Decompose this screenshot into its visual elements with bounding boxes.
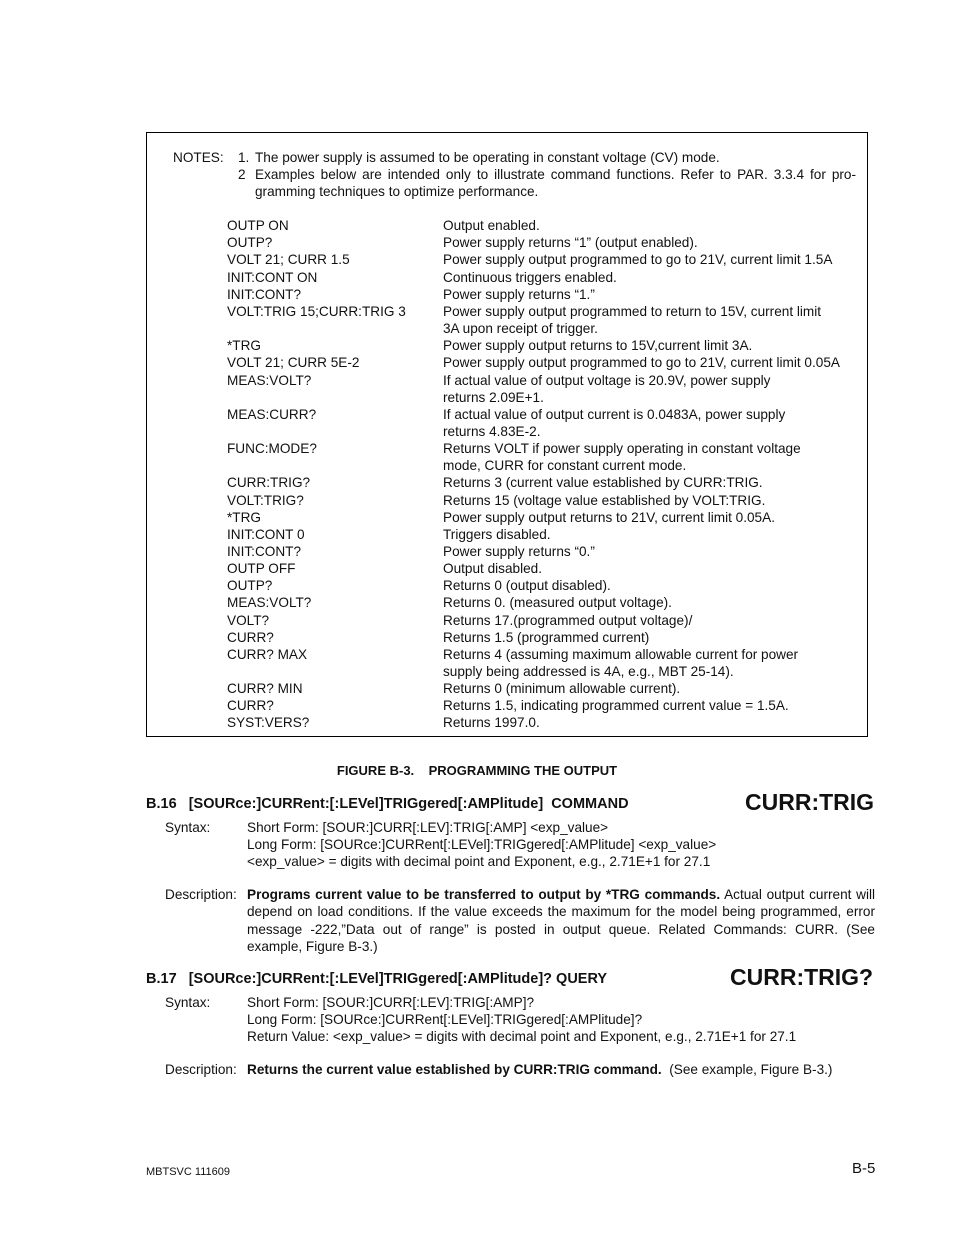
syntax-label: Syntax: [165, 995, 211, 1010]
description-label: Description: [165, 887, 237, 902]
example-command: OUTP ON [227, 218, 289, 233]
example-command: *TRG [227, 338, 261, 353]
example-description: Continuous triggers enabled. [443, 270, 617, 285]
example-command: INIT:CONT ON [227, 270, 318, 285]
example-command: OUTP? [227, 578, 273, 593]
example-command: INIT:CONT 0 [227, 527, 305, 542]
section-title: CURR:TRIG? [730, 964, 874, 990]
example-command: CURR? MIN [227, 681, 303, 696]
section-heading: B.17 [SOURce:]CURRent:[:LEVel]TRIGgered[:AMPlitude]? QUERY [146, 971, 608, 987]
example-description: Power supply returns “1” (output enabled). [443, 235, 698, 250]
example-command: VOLT:TRIG 15;CURR:TRIG 3 [227, 304, 406, 319]
example-command: CURR? MAX [227, 647, 308, 662]
example-command: SYST:VERS? [227, 715, 310, 730]
description-label: Description: [165, 1062, 237, 1077]
example-description: Returns 17.(programmed output voltage)/ [443, 613, 693, 628]
syntax-line: Short Form: [SOUR:]CURR[:LEV]:TRIG[:AMP] <exp_value> [247, 820, 609, 835]
example-command: CURR:TRIG? [227, 475, 311, 490]
example-description: If actual value of output voltage is 20.9V, power supply [443, 373, 771, 388]
notes-label: NOTES: [173, 150, 224, 165]
example-command: VOLT:TRIG? [227, 493, 304, 508]
syntax-line: Long Form: [SOURce:]CURRent[:LEVel]:TRIGgered[:AMPlitude] <exp_value> [247, 837, 717, 852]
example-description: Returns VOLT if power supply operating in constant voltage [443, 441, 801, 456]
example-description: Power supply returns “1.” [443, 287, 595, 302]
example-description: Returns 1.5, indicating programmed current value = 1.5A. [443, 698, 789, 713]
example-description: Power supply output programmed to go to 21V, current limit 0.05A [443, 355, 840, 370]
example-command: MEAS:CURR? [227, 407, 317, 422]
example-description: Triggers disabled. [443, 527, 551, 542]
page-number: B-5 [852, 1160, 876, 1177]
example-description: Output disabled. [443, 561, 542, 576]
example-command: MEAS:VOLT? [227, 373, 312, 388]
description-body: (See example, Figure B-3.) [661, 1062, 833, 1077]
example-description: Output enabled. [443, 218, 540, 233]
example-command: OUTP OFF [227, 561, 296, 576]
example-command: CURR? [227, 630, 274, 645]
example-command: *TRG [227, 510, 261, 525]
section-title: CURR:TRIG [745, 789, 875, 815]
example-command: CURR? [227, 698, 274, 713]
note-number: 1. [238, 150, 250, 165]
example-description: supply being addressed is 4A, e.g., MBT 25-14). [443, 664, 734, 679]
example-description: If actual value of output current is 0.0483A, power supply [443, 407, 786, 422]
note-text: gramming techniques to optimize performance. [255, 184, 539, 199]
example-command: MEAS:VOLT? [227, 595, 312, 610]
example-command: INIT:CONT? [227, 287, 302, 302]
description-text [247, 886, 875, 956]
example-description: Returns 4 (assuming maximum allowable current for power [443, 647, 799, 662]
description-emphasis: Programs current value to be transferred to output by *TRG commands. [247, 887, 721, 902]
syntax-line: <exp_value> = digits with decimal point and Exponent, e.g., 2.71E+1 for 27.1 [247, 854, 711, 869]
syntax-line: Long Form: [SOURce:]CURRent[:LEVel]:TRIGgered[:AMPlitude]? [247, 1012, 643, 1027]
example-command: INIT:CONT? [227, 544, 302, 559]
example-description: mode, CURR for constant current mode. [443, 458, 687, 473]
note-number: 2 [238, 167, 246, 182]
description-emphasis: Returns the current value established by CURR:TRIG command. [247, 1062, 662, 1077]
example-command: VOLT 21; CURR 1.5 [227, 252, 350, 267]
description-body: Actual output current will depend on load conditions. If the value exceeds the maximum for the model being programmed, error message -222,”Data out of range” is posted in output queue. Related Commands: CURR. (See example, Figure B-3.) [247, 887, 875, 955]
example-description: 3A upon receipt of trigger. [443, 321, 598, 336]
example-description: Returns 0 (output disabled). [443, 578, 611, 593]
figure-caption: FIGURE B-3. PROGRAMMING THE OUTPUT [336, 763, 618, 778]
example-command: OUTP? [227, 235, 273, 250]
example-description: Returns 15 (voltage value established by VOLT:TRIG. [443, 493, 766, 508]
example-description: Returns 3 (current value established by CURR:TRIG. [443, 475, 763, 490]
footer-doc-id: MBTSVC 111609 [146, 1166, 230, 1178]
example-description: Power supply output returns to 21V, current limit 0.05A. [443, 510, 775, 525]
description-text [247, 1061, 832, 1078]
example-description: Power supply output programmed to go to 21V, current limit 1.5A [443, 252, 833, 267]
example-description: returns 2.09E+1. [443, 390, 544, 405]
syntax-line: Short Form: [SOUR:]CURR[:LEV]:TRIG[:AMP]? [247, 995, 535, 1010]
section-heading: B.16 [SOURce:]CURRent:[:LEVel]TRIGgered[:AMPlitude] COMMAND [146, 796, 629, 812]
syntax-label: Syntax: [165, 820, 211, 835]
syntax-line: Return Value: <exp_value> = digits with decimal point and Exponent, e.g., 2.71E+1 for 27.1 [247, 1029, 797, 1044]
note-text: Examples below are intended only to illustrate command functions. Refer to PAR. 3.3.4 for pro- [255, 167, 856, 182]
example-description: Power supply output programmed to return to 15V, current limit [443, 304, 822, 319]
example-description: Power supply output returns to 15V,current limit 3A. [443, 338, 753, 353]
example-command: FUNC:MODE? [227, 441, 317, 456]
example-description: returns 4.83E-2. [443, 424, 541, 439]
example-description: Returns 0. (measured output voltage). [443, 595, 672, 610]
example-command: VOLT? [227, 613, 270, 628]
example-description: Returns 1997.0. [443, 715, 540, 730]
example-description: Power supply returns “0.” [443, 544, 595, 559]
example-description: Returns 1.5 (programmed current) [443, 630, 650, 645]
example-description: Returns 0 (minimum allowable current). [443, 681, 681, 696]
note-text: The power supply is assumed to be operating in constant voltage (CV) mode. [255, 150, 720, 165]
example-command: VOLT 21; CURR 5E-2 [227, 355, 360, 370]
